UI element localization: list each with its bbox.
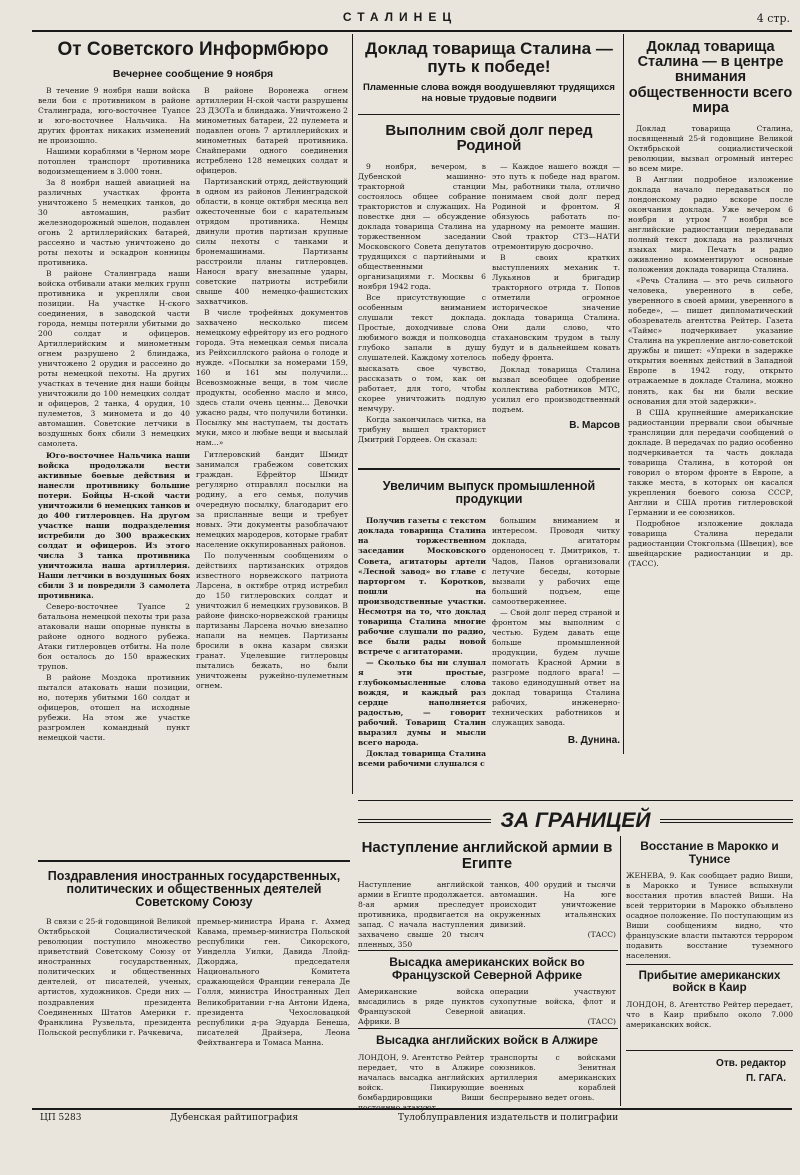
paragraph: В течение 9 ноября наши войска вели бои с противником в районе Сталинграда, юго-восточнее Туапсе и юго-восточнее Нальчика. На других фронтах никаких изменений не произошло.: [38, 85, 190, 146]
egypt-article: [358, 838, 616, 949]
article2-col2: [492, 516, 620, 766]
paragraph: — Сколько бы ни слушал я эти простые, глубокомысленные слова вождя, и каждый раз сердце наполняется радостью, — говорит рабочий. Товарищ Сталин выразил думы и мысли всего народа.: [358, 657, 486, 747]
section-rule: [358, 1028, 618, 1029]
article1-col1: [358, 162, 486, 462]
french-africa-col2: операции участвуют сухопутные войска, флот и авиация.: [490, 987, 616, 1017]
greetings-columns: [38, 917, 350, 1097]
paragraph: Северо-восточнее Туапсе 2 батальона немецкой пехоты три раза атаковали наши опорные пункты в районе одного водного рубежа. Атаки гитлеровцев отбиты. На поле боя осталось до 150 вражеских трупов.: [38, 601, 190, 671]
footer-code: ЦП 5283: [40, 1113, 82, 1123]
section-rule: [358, 800, 793, 801]
world-attention-title: Доклад товарища Сталина — в центре внимания общественности всего мира: [628, 39, 793, 116]
greetings-section: [38, 866, 350, 1106]
section-rule: [38, 860, 350, 862]
greetings-col2: премьер-министра Ирана г. Ахмед Кавама, премьер-министра Польской республики ген. Сикорского, Уинделла Уилки, Давида Ллойд-Джорджа, председателя Национального Комитета сражающейся Франции генерала Де Голля, министра Иностранных Дел Великобритании г-на Антони Идена, президента Чехословацкой республики д-ра Эдуарда Бенеша, писателей Драйзера, Леона Фейхтвангера и Томаса Манна.: [197, 917, 350, 1047]
algeria-col1: ЛОНДОН, 9. Агентство Рейтер передает, что в Алжире началась высадка английских войск. Пикирующие бомбардировщики Виши: [358, 1052, 484, 1102]
egypt-col1: Наступление английской армии в Египте продолжается. 8-ая армия преследует противника, продвигается на запад. С начала наступления захвачено свыше 20 тысяч пленных, 350: [358, 879, 484, 949]
french-africa-article: [358, 954, 616, 1027]
article2-col1: [358, 516, 486, 766]
stalin-report-section: [358, 36, 620, 806]
stalin-report-subtitle: Пламенные слова вождя воодушевляют трудящихся на новые трудовые подвиги: [363, 81, 615, 104]
article2-signature: В. Дунина.: [567, 734, 620, 746]
paragraph: В районе Воронежа огнем артиллерии Н-ской части разрушены 23 ДЗОТа и блиндажа. Уничтожено 2 минометных батареи, 22 пулемета и подавлен огонь 7 артиллерийских и минометных батарей противника. Снайперами одного соединения истреблено 128 немецких солдат и офицеров.: [196, 85, 348, 176]
paragraph: Нашими кораблями в Черном море потоплен транспорт противника водоизмещением в 3.000 тонн.: [38, 147, 190, 177]
world-attention-body: [628, 124, 793, 764]
algeria-article: [358, 1032, 616, 1104]
sovinformburo-section: [38, 36, 348, 826]
paragraph: — Свой долг перед страной и фронтом мы выполним с честью. Будем давать еще больше промышленной продукции, будем лучше помогать Красной Армии в разгроме подлого врага! — таково единодушный ответ на доклад товарища Сталина рабочих, инженерно-технических работников и служащих завода.: [492, 607, 620, 727]
french-africa-title: Высадка американских войск во Французской Северной Африке: [389, 955, 585, 982]
paragraph: Подробное изложение доклада товарища Сталина передали радиостанции Стокгольма (Швеция), все швейцарские радиостанции и др. (ТАСС).: [628, 518, 793, 568]
column-divider: [352, 34, 353, 794]
paragraph: Юго-восточнее Нальчика наши войска продолжали вести активные боевые действия и нанесли противнику большие потери. Бойцы Н-ской части уничтожили 6 немецких танков и до 400 гитлеровцев. На другом участке наши подразделения истребили до 300 вражеских солдат и офицеров. Из этого числа 3 танка противника уничтожила наша артиллерия. Наши летчики в воздушных боях сбили 3 и повредили 3 самолета противника.: [38, 450, 190, 600]
greetings-col1: В связи с 25-й годовщиной Великой Октябрьской Социалистической революции поступило множество приветствий Советскому Союзу от иностранных государственных, политических и общественных деятелей, от писателей, ученых, артистов, художников. Среди них — поздравления президента Соединенных Штатов Америки г. Франклина Рузвельта, президента Польской республики г. Рачкевича,: [38, 917, 191, 1037]
abroad-banner: [358, 808, 793, 834]
egypt-tass: (ТАСС): [587, 929, 616, 939]
footer-rule: [32, 1108, 792, 1110]
section-rule: [358, 950, 618, 951]
editor-label: Отв. редактор: [716, 1058, 786, 1069]
article2-columns: [358, 516, 620, 766]
paragraph: В районе Сталинграда наши войска отбивали атаки мелких групп противника и укрепляли свои позиции. На участке Н-ского соединения, в заводской части города, немцы потеряли убитыми до 200 солдат и офицеров. Артиллерийским и минометным огнем разрушено 2 блиндажа, уничтожено 2 орудия и рассеяно до роты немецкой пехоты. На других участках в течение дня наши бойцы уничтожили до 100 немецких солдат и офицеров, 2 танка, 4 орудия, 10 пулеметов, 3 миномета и до 40 автомашин. Советские летчики в воздушных боях сбили 3 немецких самолета.: [38, 269, 190, 449]
masthead-rule: [32, 30, 792, 32]
paragraph: В Англии подробное изложение доклада начало передаваться по лондонскому радио вскоре после окончания доклада. Уже вечером 6 ноября и утром 7 ноября все английские радиостанции передавали полный текст доклада на различных языках мира. Печать и радио оживленно комментируют основные положения доклада товарища Сталина.: [628, 175, 793, 275]
article1-title: Выполним свой долг перед Родиной: [385, 121, 593, 155]
article2-title: Увеличим выпуск промышленной продукции: [382, 479, 596, 507]
sovinformburo-col1: [38, 86, 190, 801]
paragraph: большим вниманием и интересом. Проводя читку доклада, агитаторы орденоносец т. Дмитриков, т. Чадов, Панов организовали летучие беседы, которые вызвали у рабочих еще больший подъем, еще самоотверженнее.: [492, 516, 620, 606]
algeria-col2: транспорты с войсками союзников. Зенитная артиллерия американских военных кораблей беспрерывно ведет огонь.: [490, 1052, 616, 1102]
egypt-col2: танков, 400 орудий и тысячи автомашин. На юге происходит уничтожение окруженных итальянских дивизий.: [490, 879, 616, 929]
morocco-body: ЖЕНЕВА, 9. Как сообщает радио Виши, в Марокко и Тунисе вспыхнули восстания против властей Виши. На всей территории в Марокко объявлено осадное положение. По поступающим из Виши сообщениям видно, что французские власти пытаются террором подавить восстание туземного населения.: [626, 871, 793, 961]
paragraph: В своих кратких выступлениях механик т. Лукьянов и бригадир тракторного отряда т. Попов отметили огромное историческое значение доклада товарища Сталина. Они дали слово, что стахановским трудом в тылу будут и в дальнейшем ковать победу фронта.: [492, 253, 620, 363]
paragraph: Партизанский отряд, действующий в одном из районов Ленинградской области, в конце октября месяца вел ожесточенные бои с карательным отрядом противника. Немцы двинули против партизан крупные силы пехоты с танками и бронемашинами. Партизаны расстроили планы гитлеровцев. Нанося врагу внезапные удары, советские патриоты истребили свыше 400 немецко-фашистских захватчиков.: [196, 177, 348, 307]
paragraph: Гитлеровский бандит Шмидт занимался грабежом советских граждан. Ефрейтор Шмидт регулярно отправлял посылки на родину, а его семья, получив очередную посылку, благодарит его за присланные вещи и требует новых. Эти документы разоблачают немецких мародеров, которые грабят население оккупированных районов.: [196, 449, 348, 549]
algeria-title: Высадка английских войск в Алжире: [376, 1033, 598, 1047]
column-divider: [623, 34, 624, 754]
abroad-banner-text: ЗА ГРАНИЦЕЙ: [500, 809, 651, 832]
article1-columns: [358, 162, 620, 462]
sovinformburo-col2: [196, 86, 348, 801]
paragraph: В районе Моздока противник пытался атаковать наши позиции, но, потеряв убитыми 160 солдат и офицеров, отошел на исходные рубежи. На этом же участке разгромлен командный пункт немецкой части.: [38, 672, 190, 742]
banner-rule-right: [660, 819, 793, 823]
sovinformburo-subtitle: Вечернее сообщение 9 ноября: [112, 67, 274, 80]
editor-block: [626, 1056, 786, 1086]
article1-signature: В. Марсов: [569, 419, 620, 431]
paragraph: По полученным сообщениям о действиях партизанских отрядов известного норвежского патриота Ларсена, в октябре отряд истребил до 150 гитлеровских солдат и уничтожил 6 немецких грузовиков. В районе финско-норвежской границы партизаны Ларсена ночью внезапно напали на немцев. Партизаны бросили в окна казарм связки гранат. Уцелевшие гитлеровцы пытались бежать, но были уничтожены ружейно-пулеметным огнем.: [196, 550, 348, 690]
paragraph: В США крупнейшие американские радиостанции прервали свои обычные трансляции для передачи сообщений о докладе. В передачах по радио особенно подчеркивается та часть доклада товарища Сталина, в которой он говорил о втором фронте в Европе, а также места, в которых он касался укрепления боевого союза СССР, Англии и США против гитлеровской Германии и ее союзников.: [628, 407, 794, 517]
paragraph: «Речь Сталина — это речь сильного человека, уверенного в себе, уверенного в своей армии, уверенного в победе», — пишет дипломатический обозреватель агентства Рейтер. Газета «Таймс» подчеркивает указание Сталина на укрепление англо-советской дружбы и пишет: «Упреки в задержке открытия военных действий в Западной Европе в 1942 году, открыто отражаемые в докладе Сталина, можно понять, как бы ни были веские основания для этой задержки».: [628, 276, 793, 406]
world-attention-section: [628, 36, 793, 756]
column-divider: [620, 836, 621, 1106]
banner-rule-left: [358, 819, 491, 823]
section-rule: [626, 1050, 793, 1051]
cairo-article: [626, 968, 793, 1038]
section-rule: [358, 114, 620, 115]
paragraph: Когда закончилась читка, на трибуну вышел тракторист Дмитрий Гордеев. Он сказал:: [358, 414, 486, 444]
section-rule: [358, 468, 620, 470]
paragraph: 9 ноября, вечером, в Дубенской машинно-тракторной станции состоялось общее собрание трактористов и служащих. На повестке дня — обсуждение доклада товарища Сталина на торжественном заседании Московского Совета депутатов трудящихся с партийными и общественными организациями г. Москвы 6 ноября 1942 года.: [358, 162, 486, 292]
egypt-title: Наступление английской армии в Египте: [361, 839, 613, 872]
footer-printer: Дубенская райтипография: [170, 1113, 299, 1123]
article1-col2: [492, 162, 620, 462]
paragraph: Получив газеты с текстом доклада товарища Сталина на торжественном заседании Московского Совета, агитаторы артели «Лесной завод» во главе с парторгом т. Коротков, пошли на производственные участки. Несмотря на то, что доклад товарища Сталина многие рабочие слушали по радио, все были рады новой встрече с агитаторами.: [358, 516, 486, 656]
footer-office: Тулоблуправления издательств и полиграфии: [398, 1113, 619, 1123]
cairo-body: ЛОНДОН, 8. Агентство Рейтер передает, что в Каир прибыло около 7.000 американских войск.: [626, 1000, 793, 1030]
section-rule: [626, 964, 793, 965]
greetings-title: Поздравления иностранных государственных, политических и общественных деятелей Советскому Союзу: [47, 869, 341, 910]
paragraph: За 8 ноября нашей авиацией на различных участках фронта уничтожено 5 немецких танков, до 30 автомашин, разбит железнодорожный эшелон, подавлен огонь 2 артиллерийских батарей, рассеяно и частью уничтожено до роты пехоты и эскадрон конницы противника.: [38, 178, 190, 268]
morocco-article: [626, 838, 793, 961]
sovinformburo-columns: [38, 86, 348, 801]
paragraph: — Каждое нашего вождя — это путь к победе над врагом. Мы, работники тыла, отлично понимаем свой долг перед Родиной и фронтом. Я обязуюсь работать по-ударному на ремонте машин. Свой трактор СТЗ—НАТИ отремонтирую досрочно.: [492, 162, 620, 252]
page-number: 4 стр.: [756, 12, 790, 25]
french-africa-tass: (ТАСС): [587, 1017, 616, 1027]
morocco-title: Восстание в Марокко и Тунисе: [640, 839, 779, 866]
paragraph: Доклад товарища Сталина всеми рабочими слушался с: [358, 748, 486, 768]
paragraph: Доклад товарища Сталина, посвященный 25-й годовщине Великой Октябрьской социалистической революции, вызвал огромный интерес во всем мире.: [628, 124, 793, 174]
stalin-report-title: Доклад товарища Сталина — путь к победе!: [365, 39, 613, 76]
paragraph: Доклад товарища Сталина вызвал всеобщее одобрение коллектива работников МТС, усилил его производственный подъем.: [492, 364, 620, 414]
french-africa-col1: Американские войска высадились в ряде пунктов Французской Северной Африки. В: [358, 987, 484, 1027]
paragraph: Все присутствующие с особенным вниманием слушали текст доклада. Простые, доходчивые слова любимого вождя и полководца глубоко запали в душу слушателей. Каждому хотелось высказать свое чувство, рассказать о том, как он работает, для того, чтобы скорее уничтожить подлую немчуру.: [358, 293, 486, 413]
editor-name: П. ГАГА.: [745, 1073, 786, 1084]
sovinformburo-title: От Советского Информбюро: [57, 39, 329, 60]
newspaper-title: СТАЛИНЕЦ: [342, 10, 458, 24]
paragraph: В числе трофейных документов захвачено несколько писем немецкому ефрейтору из его родного города. Эта немецкая семья писала из Рейхсиллского района о голоде и нужде. «Посылки за номерами 159, 160 и 161 мы получили... Всевозможные вещи, в том числе продукты, особенно масло и мясо, здесь стали очень ценны... Девочки ужасно рады, что получили ботинки. Посылку мы наступаем, ты достать муки, мясо и любые вещи и высылай нам...»: [196, 308, 348, 448]
cairo-title: Прибытие американских войск в Каир: [638, 970, 781, 995]
